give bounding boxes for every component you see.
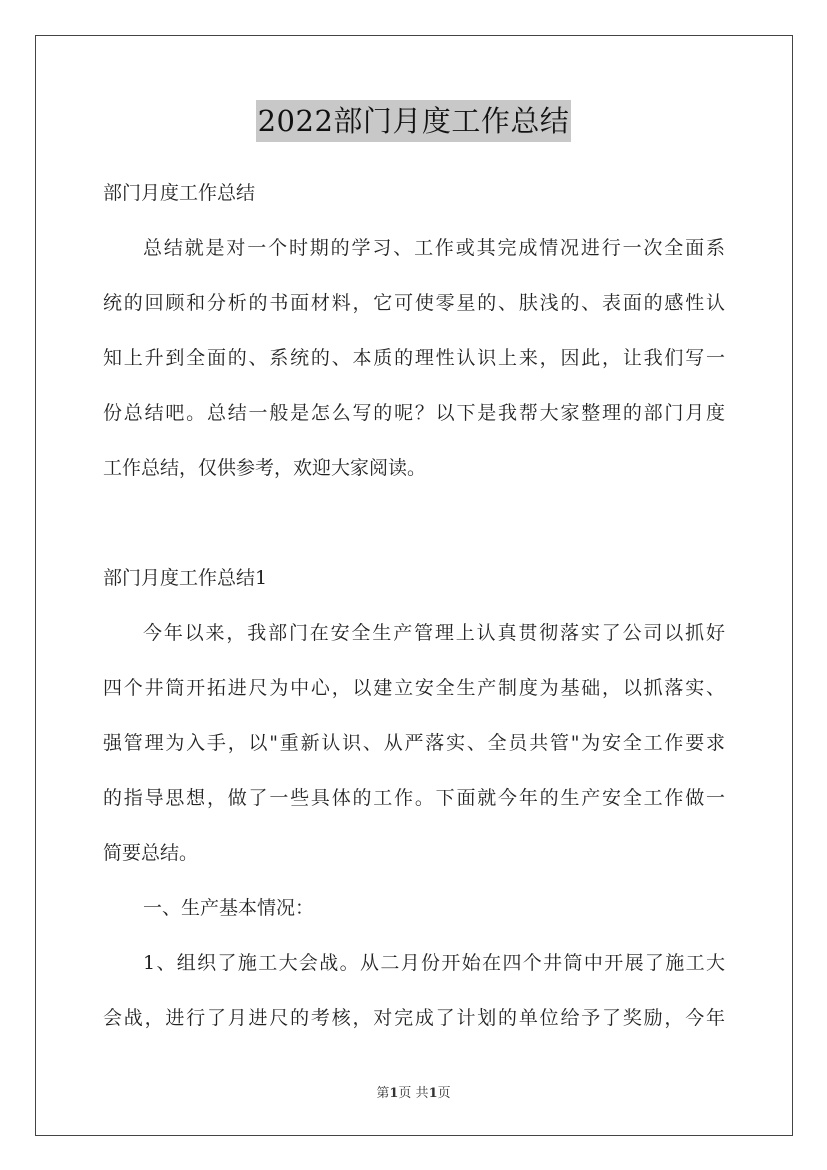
- subsection-heading: 一、生产基本情况：: [143, 897, 315, 919]
- footer-mid: 页 共: [398, 1086, 429, 1101]
- paragraph-line: 的指导思想，做了一些具体的工作。下面就今年的生产安全工作做一: [103, 787, 725, 809]
- footer-suffix: 页: [437, 1086, 451, 1101]
- footer-page-current: 1: [389, 1086, 399, 1101]
- blank-line: [103, 502, 725, 557]
- paragraph-line: 今年以来，我部门在安全生产管理上认真贯彻落实了公司以抓好: [143, 622, 725, 644]
- title-wrap: [0, 100, 827, 142]
- paragraph-line: 四个井筒开拓进尺为中心，以建立安全生产制度为基础，以抓落实、: [103, 677, 725, 699]
- document-body: [103, 172, 725, 1052]
- paragraph-line: 工作总结，仅供参考，欢迎大家阅读。: [103, 457, 427, 479]
- paragraph-line: 统的回顾和分析的书面材料，它可使零星的、肤浅的、表面的感性认: [103, 292, 725, 314]
- section-heading: 部门月度工作总结: [103, 182, 256, 204]
- footer-prefix: 第: [376, 1086, 390, 1101]
- paragraph-line: 强管理为入手，以"重新认识、从严落实、全员共管"为安全工作要求: [103, 732, 725, 754]
- page-footer: [0, 1082, 827, 1101]
- paragraph-line: 会战，进行了月进尺的考核，对完成了计划的单位给予了奖励，今年: [103, 1007, 725, 1029]
- paragraph-line: 知上升到全面的、系统的、本质的理性认识上来，因此，让我们写一: [103, 347, 725, 369]
- paragraph-line: 1、组织了施工大会战。从二月份开始在四个井筒中开展了施工大: [143, 952, 725, 974]
- paragraph-line: 简要总结。: [103, 842, 199, 864]
- section-heading: 部门月度工作总结1: [103, 567, 268, 589]
- paragraph-line: 份总结吧。总结一般是怎么写的呢？以下是我帮大家整理的部门月度: [103, 402, 725, 424]
- paragraph-line: 总结就是对一个时期的学习、工作或其完成情况进行一次全面系: [143, 237, 725, 259]
- document-title: 2022部门月度工作总结: [256, 100, 572, 142]
- footer-page-total: 1: [428, 1086, 438, 1101]
